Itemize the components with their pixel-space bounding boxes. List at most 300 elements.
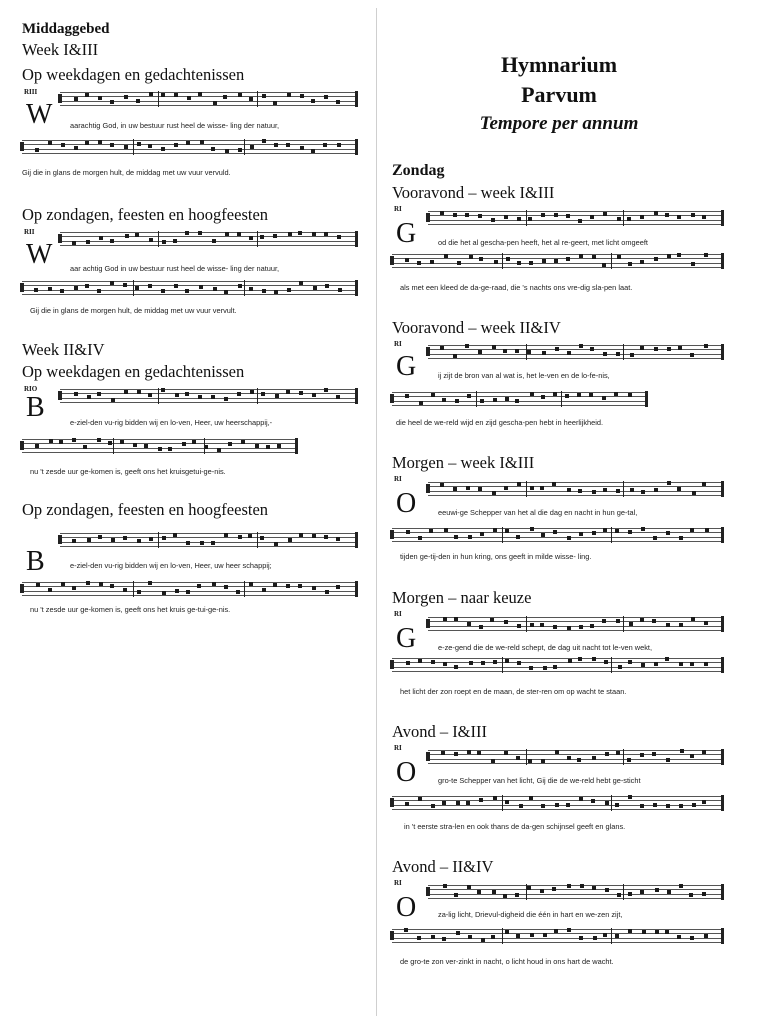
neume-note: [704, 934, 708, 938]
neume-note: [35, 148, 39, 152]
clef-mark: [20, 283, 24, 292]
neume-note: [262, 94, 266, 98]
lyric-line: eeuwi-ge Schepper van het al die dag en nacht in hun ge-tal,: [438, 508, 638, 517]
neume-note: [198, 395, 202, 399]
neume-note: [494, 260, 498, 264]
neume-note: [123, 283, 127, 287]
neume-note: [566, 214, 570, 218]
neume-note: [431, 660, 435, 664]
neume-note: [541, 533, 545, 537]
mode-label: RI: [394, 475, 402, 483]
neume-note: [182, 442, 186, 446]
neume-note: [250, 390, 254, 394]
neume-note: [642, 930, 646, 934]
neume-note: [83, 445, 87, 449]
lyric-line: e-ziel-den vu-rig bidden wij en lo-ven, Heer, uw heerschappij,-: [70, 418, 273, 427]
lyric-line: Gij die in glans de morgen hult, de middag met uw vuur vervuld.: [22, 168, 231, 177]
neume-note: [567, 536, 571, 540]
neume-note: [665, 930, 669, 934]
neume-note: [469, 255, 473, 259]
piece-heading: Week I&III: [22, 40, 99, 59]
double-bar-line: [355, 280, 358, 296]
neume-note: [323, 143, 327, 147]
neume-note: [97, 392, 101, 396]
chant-piece: [392, 340, 728, 440]
drop-initial: G: [396, 218, 417, 249]
neume-note: [692, 491, 696, 495]
neume-note: [238, 93, 242, 97]
neume-note: [654, 662, 658, 666]
neume-note: [481, 661, 485, 665]
neume-note: [110, 100, 114, 104]
neume-note: [161, 93, 165, 97]
neume-note: [110, 143, 114, 147]
piece-heading: Vooravond – week I&III: [392, 183, 555, 202]
neume-note: [665, 657, 669, 661]
neume-note: [530, 933, 534, 937]
neume-note: [98, 96, 102, 100]
neume-note: [274, 542, 278, 546]
neume-note: [679, 536, 683, 540]
bar-line: [623, 344, 624, 360]
bar-line: [133, 581, 134, 597]
neume-note: [666, 804, 670, 808]
neume-note: [555, 750, 559, 754]
clef-mark: [58, 234, 62, 243]
neume-note: [492, 345, 496, 349]
neume-note: [108, 441, 112, 445]
neume-note: [702, 750, 706, 754]
neume-note: [640, 260, 644, 264]
neume-note: [641, 527, 645, 531]
neume-note: [440, 483, 444, 487]
double-bar-line: [355, 91, 358, 107]
mode-label: RIO: [24, 385, 38, 393]
neume-note: [223, 95, 227, 99]
column-divider: [376, 8, 377, 1016]
neume-note: [135, 286, 139, 290]
neume-note: [431, 935, 435, 939]
music-staff: [22, 582, 358, 596]
neume-note: [567, 626, 571, 630]
neume-note: [654, 211, 658, 215]
mode-label: RI: [394, 610, 402, 618]
drop-initial: W: [26, 239, 53, 270]
neume-note: [404, 928, 408, 932]
neume-note: [72, 539, 76, 543]
drop-initial: O: [396, 757, 417, 788]
neume-note: [652, 619, 656, 623]
neume-note: [85, 284, 89, 288]
mode-label: RI: [394, 879, 402, 887]
neume-note: [300, 146, 304, 150]
bar-line: [623, 616, 624, 632]
neume-note: [99, 236, 103, 240]
neume-note: [441, 751, 445, 755]
neume-note: [530, 527, 534, 531]
neume-note: [480, 532, 484, 536]
neume-note: [148, 284, 152, 288]
neume-note: [312, 393, 316, 397]
chant-piece: [22, 228, 362, 328]
neume-note: [224, 290, 228, 294]
neume-note: [616, 751, 620, 755]
neume-note: [493, 398, 497, 402]
neume-note: [148, 393, 152, 397]
neume-note: [286, 143, 290, 147]
neume-note: [124, 390, 128, 394]
neume-note: [517, 217, 521, 221]
neume-note: [605, 752, 609, 756]
neume-note: [225, 149, 229, 153]
title-line-1: Hymnarium: [500, 52, 618, 77]
neume-note: [667, 254, 671, 258]
neume-note: [516, 756, 520, 760]
section-heading-zondag: Zondag: [392, 162, 445, 179]
drop-initial: G: [396, 623, 417, 654]
neume-note: [704, 253, 708, 257]
neume-note: [628, 795, 632, 799]
neume-note: [515, 399, 519, 403]
neume-note: [530, 623, 534, 627]
neume-note: [592, 657, 596, 661]
neume-note: [655, 888, 659, 892]
double-bar-line: [355, 388, 358, 404]
clef-mark: [20, 584, 24, 593]
neume-note: [593, 936, 597, 940]
clef-mark: [58, 391, 62, 400]
neume-note: [454, 893, 458, 897]
neume-note: [110, 584, 114, 588]
neume-note: [579, 344, 583, 348]
neume-note: [667, 347, 671, 351]
lyric-line: die heel de we-reld wijd en zijd gescha-pen hebt in heerlijkheid.: [396, 418, 604, 427]
neume-note: [491, 218, 495, 222]
neume-note: [418, 536, 422, 540]
neume-note: [61, 143, 65, 147]
neume-note: [641, 663, 645, 667]
neume-note: [467, 750, 471, 754]
clef-mark: [390, 931, 394, 940]
neume-note: [592, 490, 596, 494]
neume-note: [430, 260, 434, 264]
neume-note: [554, 259, 558, 263]
neume-note: [565, 394, 569, 398]
neume-note: [260, 536, 264, 540]
neume-note: [479, 625, 483, 629]
neume-note: [248, 534, 252, 538]
neume-note: [467, 885, 471, 889]
neume-note: [186, 141, 190, 145]
bar-line: [257, 91, 258, 107]
double-bar-line: [355, 581, 358, 597]
neume-note: [679, 804, 683, 808]
neume-note: [262, 588, 266, 592]
neume-note: [49, 439, 53, 443]
section-heading-middaggebed: Middaggebed: [22, 21, 110, 37]
neume-note: [504, 620, 508, 624]
neume-note: [149, 537, 153, 541]
neume-note: [74, 97, 78, 101]
lyric-line: in 't eerste stra-len en ook thans de da-gen schijnsel geeft en glans.: [404, 822, 626, 831]
drop-initial: O: [396, 892, 417, 923]
neume-note: [652, 752, 656, 756]
neume-note: [529, 261, 533, 265]
neume-note: [702, 800, 706, 804]
neume-note: [144, 444, 148, 448]
neume-note: [617, 893, 621, 897]
chant-piece: [392, 879, 728, 979]
music-staff: [428, 885, 724, 899]
chant-piece: [22, 385, 362, 485]
neume-note: [702, 215, 706, 219]
neume-note: [517, 482, 521, 486]
neume-note: [311, 149, 315, 153]
chant-piece: [22, 525, 362, 625]
bar-line: [526, 210, 527, 226]
neume-note: [616, 352, 620, 356]
bar-line: [623, 210, 624, 226]
neume-note: [74, 286, 78, 290]
neume-note: [199, 285, 203, 289]
neume-note: [186, 590, 190, 594]
neume-note: [477, 890, 481, 894]
neume-note: [299, 391, 303, 395]
neume-note: [629, 622, 633, 626]
neume-note: [175, 589, 179, 593]
neume-note: [530, 392, 534, 396]
bar-line: [158, 388, 159, 404]
neume-note: [618, 665, 622, 669]
bar-line: [158, 231, 159, 247]
music-staff: [392, 254, 724, 268]
clef-mark: [390, 660, 394, 669]
neume-note: [666, 623, 670, 627]
neume-note: [592, 531, 596, 535]
neume-note: [640, 618, 644, 622]
neume-note: [442, 398, 446, 402]
neume-note: [519, 804, 523, 808]
neume-note: [653, 803, 657, 807]
double-bar-line: [355, 139, 358, 155]
neume-note: [529, 666, 533, 670]
neume-note: [665, 213, 669, 217]
subtitle: Tempore per annum: [479, 113, 639, 134]
neume-note: [541, 213, 545, 217]
bar-line: [526, 344, 527, 360]
neume-note: [324, 388, 328, 392]
neume-note: [74, 392, 78, 396]
neume-note: [579, 254, 583, 258]
neume-note: [691, 617, 695, 621]
neume-note: [692, 803, 696, 807]
neume-note: [429, 529, 433, 533]
neume-note: [616, 619, 620, 623]
neume-note: [602, 619, 606, 623]
neume-note: [87, 538, 91, 542]
neume-note: [491, 935, 495, 939]
neume-note: [505, 930, 509, 934]
neume-note: [480, 399, 484, 403]
neume-note: [149, 92, 153, 96]
neume-note: [577, 393, 581, 397]
double-bar-line: [645, 391, 648, 407]
lyric-line: aar achtig God in uw bestuur rust heel de wisse- ling der natuur,: [70, 264, 280, 273]
neume-note: [454, 752, 458, 756]
neume-note: [405, 258, 409, 262]
music-staff: [392, 658, 724, 672]
neume-note: [417, 936, 421, 940]
neume-note: [504, 486, 508, 490]
neume-note: [456, 931, 460, 935]
neume-note: [465, 344, 469, 348]
neume-note: [186, 541, 190, 545]
music-staff: [60, 92, 358, 106]
neume-note: [566, 803, 570, 807]
neume-note: [325, 590, 329, 594]
neume-note: [237, 232, 241, 236]
neume-note: [174, 93, 178, 97]
neume-note: [48, 287, 52, 291]
neume-note: [338, 288, 342, 292]
neume-note: [444, 528, 448, 532]
chant-piece: [392, 744, 728, 844]
neume-note: [628, 393, 632, 397]
neume-note: [505, 397, 509, 401]
neume-note: [528, 217, 532, 221]
neume-note: [529, 796, 533, 800]
neume-note: [418, 659, 422, 663]
lyric-line: ij zijt de bron van al wat is, het le-ven en de lo-fe-nis,: [438, 371, 610, 380]
bar-line: [623, 749, 624, 765]
neume-note: [211, 395, 215, 399]
neume-note: [503, 349, 507, 353]
neume-note: [224, 533, 228, 537]
neume-note: [311, 99, 315, 103]
neume-note: [97, 438, 101, 442]
neume-note: [72, 241, 76, 245]
neume-note: [418, 797, 422, 801]
clef-mark: [426, 752, 430, 761]
mode-label: RI: [394, 205, 402, 213]
neume-note: [615, 934, 619, 938]
neume-note: [677, 487, 681, 491]
neume-note: [704, 344, 708, 348]
neume-note: [136, 99, 140, 103]
clef-mark: [426, 347, 430, 356]
neume-note: [628, 892, 632, 896]
lyric-line: nu 't zesde uur ge-komen is, geeft ons het kruisgetui-ge-nis.: [30, 467, 226, 476]
neume-note: [530, 486, 534, 490]
chant-piece: [392, 475, 728, 575]
double-bar-line: [295, 438, 298, 454]
piece-heading: Morgen – week I&III: [392, 453, 535, 472]
neume-note: [567, 884, 571, 888]
neume-note: [59, 440, 63, 444]
neume-note: [691, 213, 695, 217]
bar-line: [244, 280, 245, 296]
neume-note: [211, 147, 215, 151]
neume-note: [690, 662, 694, 666]
neume-note: [505, 529, 509, 533]
neume-note: [200, 541, 204, 545]
neume-note: [87, 395, 91, 399]
neume-note: [640, 804, 644, 808]
neume-note: [312, 232, 316, 236]
neume-note: [505, 659, 509, 663]
neume-note: [554, 213, 558, 217]
neume-note: [287, 93, 291, 97]
neume-note: [603, 528, 607, 532]
neume-note: [336, 585, 340, 589]
neume-note: [312, 586, 316, 590]
neume-note: [161, 289, 165, 293]
neume-note: [589, 393, 593, 397]
bar-line: [623, 481, 624, 497]
neume-note: [478, 214, 482, 218]
bar-line: [133, 139, 134, 155]
neume-note: [149, 238, 153, 242]
neume-note: [454, 665, 458, 669]
neume-note: [175, 393, 179, 397]
neume-note: [36, 583, 40, 587]
neume-note: [628, 929, 632, 933]
bar-line: [502, 527, 503, 543]
music-staff: [428, 617, 724, 631]
neume-note: [99, 582, 103, 586]
neume-note: [566, 257, 570, 261]
neume-note: [85, 93, 89, 97]
neume-note: [442, 801, 446, 805]
neume-note: [567, 488, 571, 492]
neume-note: [286, 390, 290, 394]
bar-line: [623, 884, 624, 900]
neume-note: [654, 257, 658, 261]
neume-note: [443, 884, 447, 888]
neume-note: [666, 531, 670, 535]
neume-note: [61, 582, 65, 586]
neume-note: [162, 591, 166, 595]
neume-note: [579, 797, 583, 801]
neume-note: [161, 388, 165, 392]
neume-note: [493, 660, 497, 664]
lyric-line: tijden ge-tij-den in hun kring, ons geeft in milde wisse- ling.: [400, 552, 592, 561]
neume-note: [580, 884, 584, 888]
neume-note: [615, 529, 619, 533]
neume-note: [679, 623, 683, 627]
chant-piece: [22, 88, 362, 193]
neume-note: [477, 751, 481, 755]
neume-note: [187, 96, 191, 100]
mode-label: RI: [394, 744, 402, 752]
neume-note: [185, 392, 189, 396]
neume-note: [690, 528, 694, 532]
neume-note: [628, 262, 632, 266]
music-staff: [428, 211, 724, 225]
neume-note: [198, 92, 202, 96]
neume-note: [542, 259, 546, 263]
neume-note: [541, 395, 545, 399]
neume-note: [540, 889, 544, 893]
neume-note: [516, 934, 520, 938]
neume-note: [617, 217, 621, 221]
bar-line: [244, 139, 245, 155]
clef-mark: [20, 142, 24, 151]
neume-note: [262, 139, 266, 143]
music-staff: [428, 345, 724, 359]
neume-note: [336, 100, 340, 104]
piece-heading: Avond – II&IV: [392, 857, 494, 876]
